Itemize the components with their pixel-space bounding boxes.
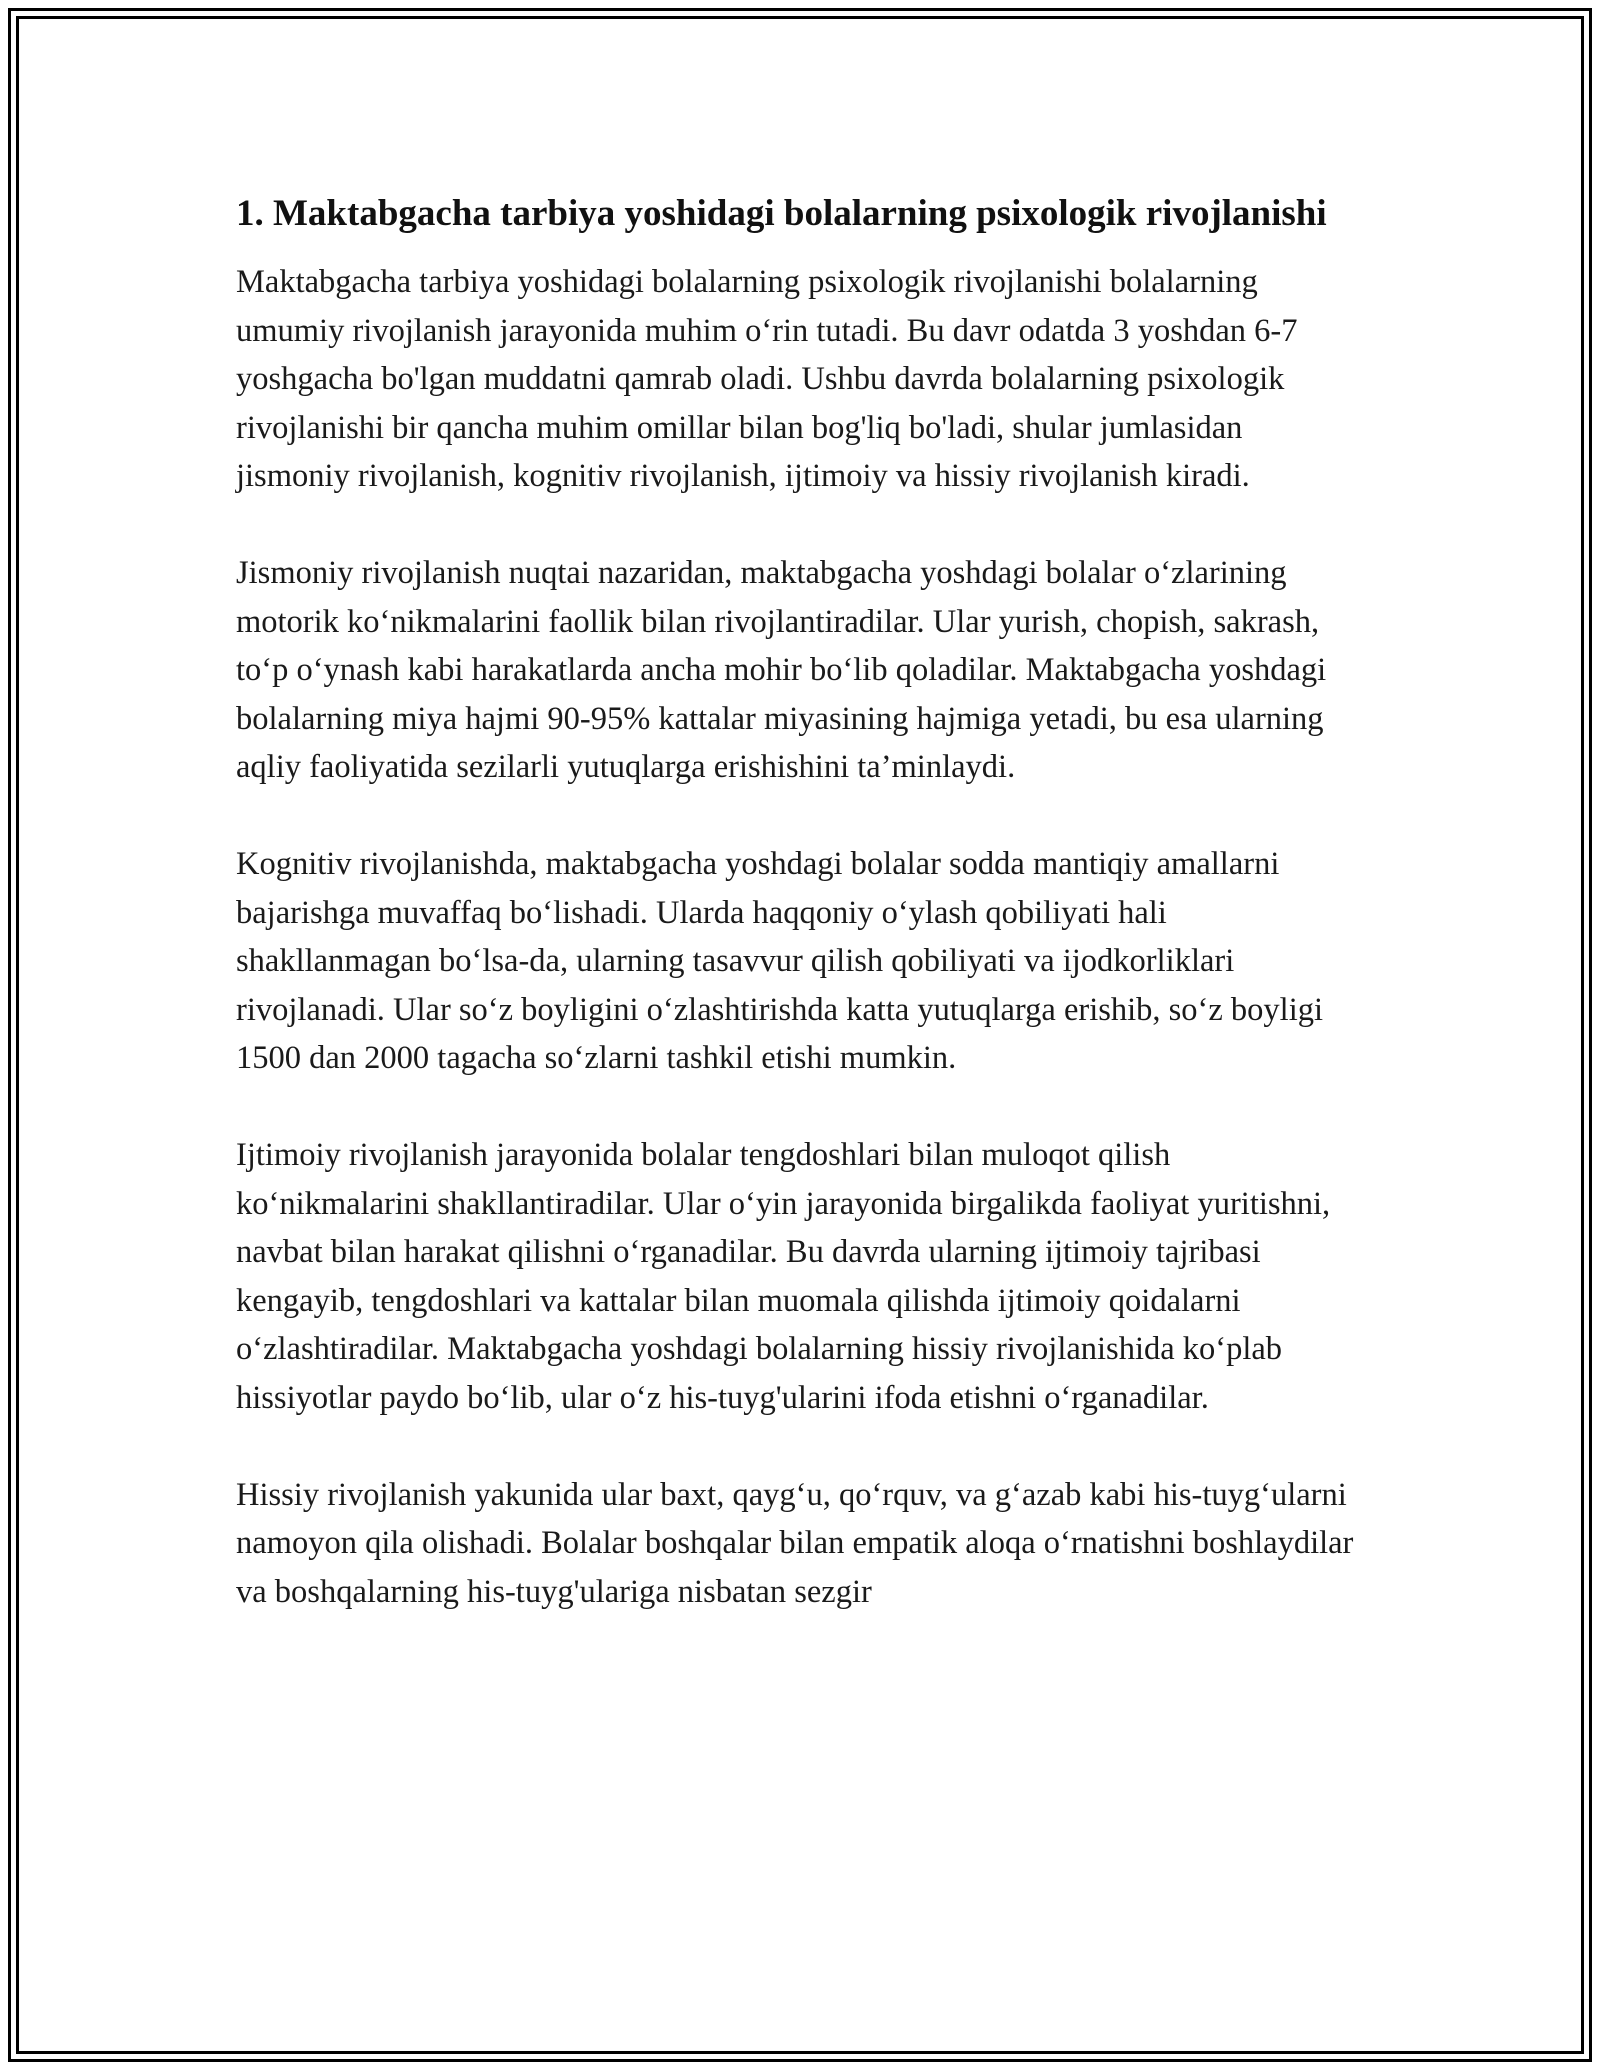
paragraph-cognitive-development: Kognitiv rivojlanishda, maktabgacha yoshdagi bolalar sodda mantiqiy amallarni bajarishga muvaffaq bo‘lishadi. Ularda haqqoniy o‘ylash qobiliyati hali shakllanmagan bo‘lsa-da, ularning tasavvur qilish qobiliyati va ijodkorliklari rivojlanadi. Ular so‘z boyligini o‘zlashtirishda katta yutuqlarga erishib, so‘z boyligi 1500 dan 2000 tagacha so‘zlarni tashkil etishi mumkin. [236,846,1324,1076]
document-body [236,186,1356,1616]
paragraph-social-development: Ijtimoiy rivojlanish jarayonida bolalar tengdoshlari bilan muloqot qilish ko‘nikmalarini shakllantiradilar. Ular o‘yin jarayonida birgalikda faoliyat yuritishni, navbat bilan harakat qilishni o‘rganadilar. Bu davrda ularning ijtimoiy tajribasi kengayib, tengdoshlari va kattalar bilan muomala qilishda ijtimoiy qoidalarni o‘zlashtiradilar. Maktabgacha yoshdagi bolalarning hissiy rivojlanishida ko‘plab hissiyotlar paydo bo‘lib, ular o‘z his-tuyg'ularini ifoda etishni o‘rganadilar. [236,1137,1331,1416]
paragraph-intro: Maktabgacha tarbiya yoshidagi bolalarning psixologik rivojlanishi bolalarning umumiy rivojlanish jarayonida muhim o‘rin tutadi. Bu davr odatda 3 yoshdan 6-7 yoshgacha bo'lgan muddatni qamrab oladi. Ushbu davrda bolalarning psixologik rivojlanishi bir qancha muhim omillar bilan bog'liq bo'ladi, shular jumlasidan jismoniy rivojlanish, kognitiv rivojlanish, ijtimoiy va hissiy rivojlanish kiradi. [236,264,1298,494]
section-heading: 1. Maktabgacha tarbiya yoshidagi bolalarning psixologik rivojlanishi [236,193,1327,234]
paragraph-emotional-development: Hissiy rivojlanish yakunida ular baxt, qayg‘u, qo‘rquv, va g‘azab kabi his-tuyg‘ularni namoyon qila olishadi. Bolalar boshqalar bilan empatik aloqa o‘rnatishni boshlaydilar va boshqalarning his-tuyg'ulariga nisbatan sezgir [236,1476,1354,1610]
paragraph-physical-development: Jismoniy rivojlanish nuqtai nazaridan, maktabgacha yoshdagi bolalar o‘zlarining motorik ko‘nikmalarini faollik bilan rivojlantiradilar. Ular yurish, chopish, sakrash, to‘p o‘ynash kabi harakatlarda ancha mohir bo‘lib qoladilar. Maktabgacha yoshdagi bolalarning miya hajmi 90-95% kattalar miyasining hajmiga yetadi, bu esa ularning aqliy faoliyatida sezilarli yutuqlarga erishishini ta’minlaydi. [236,555,1327,785]
